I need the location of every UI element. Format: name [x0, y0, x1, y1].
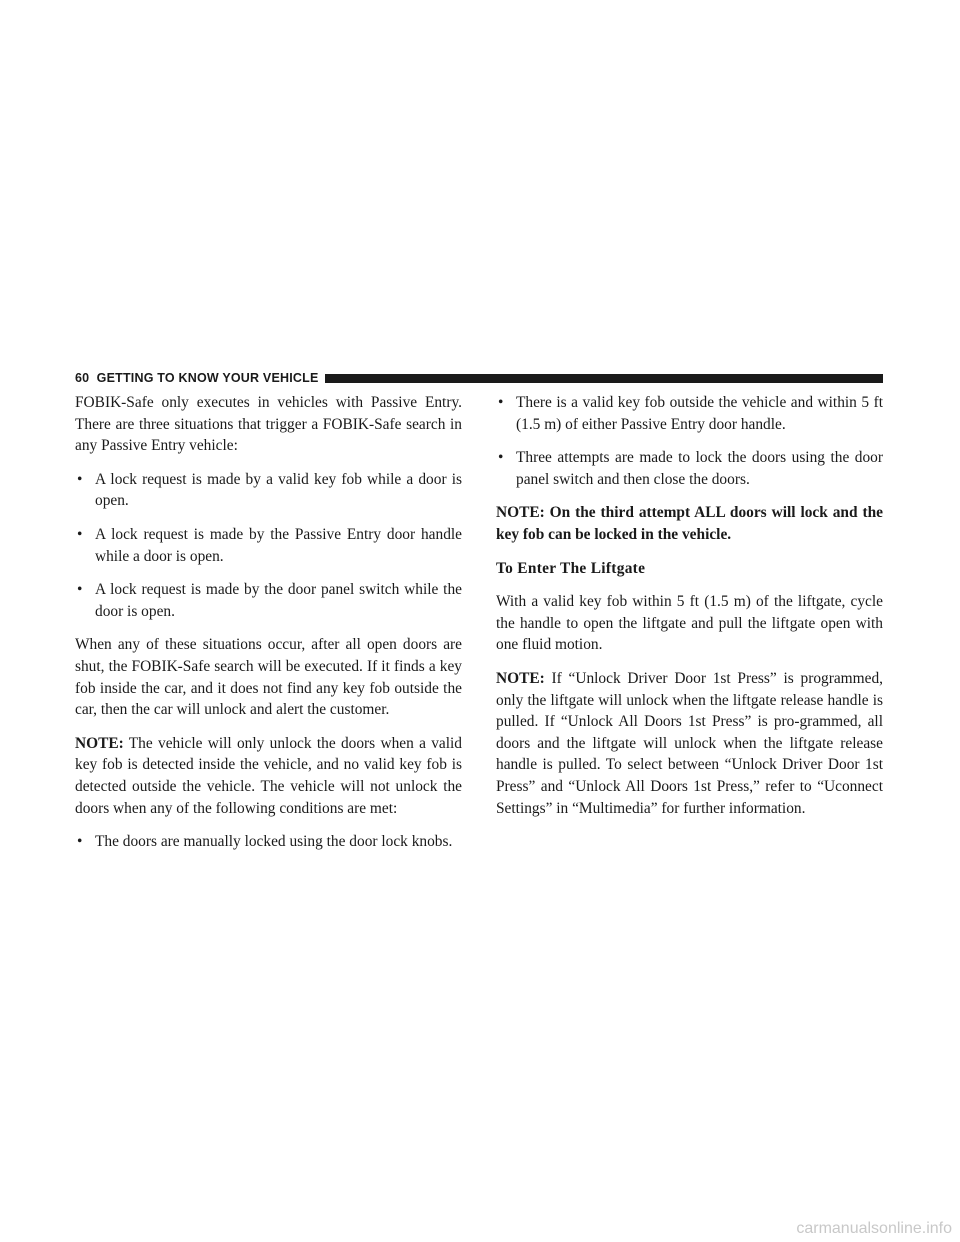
note-text: The vehicle will only unlock the doors when a valid key fob is detected inside the vehicle, and no valid key fob is detected outside the vehicle. The vehicle will not unlock the doors when any of the following conditions are met:	[75, 734, 462, 817]
header-rule	[325, 374, 884, 383]
bullet-icon: •	[77, 581, 83, 599]
section-heading: To Enter The Liftgate	[496, 559, 646, 577]
list-item: • The doors are manually locked using the door lock knobs.	[75, 831, 462, 853]
list-item: • There is a valid key fob outside the vehicle and within 5 ft (1.5 m) of either Passive Entry door handle.	[498, 394, 883, 433]
page-header-text	[75, 371, 319, 385]
bullet-icon: •	[498, 394, 504, 411]
search-paragraph: When any of these situations occur, after all open doors are shut, the FOBIK-Safe search will be executed. If it finds a key fob inside the car, and it does not find any key fob outside the car, then the car will unlock and alert the customer.	[75, 636, 462, 719]
note-text: If “Unlock Driver Door 1st Press” is programmed, only the liftgate will unlock when the liftgate release handle is pulled. If “Unlock All Doors 1st Press” is pro-grammed, all doors and the liftgate will unlock when the liftgate release handle is pulled. To select between “Unlock Driver Door 1st Press” and “Unlock All Doors 1st Press,” refer to “Uconnect Settings” in “Multimedia” for further information.	[496, 669, 883, 817]
list-item: • A lock request is made by the Passive Entry door handle while a door is open.	[77, 525, 462, 565]
bullet-icon: •	[77, 470, 83, 488]
right-column	[496, 392, 883, 831]
page-header	[75, 370, 883, 386]
list-item: • A lock request is made by the door panel switch while the door is open.	[77, 581, 462, 620]
note-label: NOTE:	[496, 669, 545, 687]
bold-note: NOTE: On the third attempt ALL doors will lock and the key fob can be locked in the vehicle.	[496, 504, 883, 543]
bullet-icon: •	[77, 833, 83, 851]
page-number: 60	[75, 371, 90, 385]
list-item: • A lock request is made by a valid key fob while a door is open.	[77, 470, 462, 510]
liftgate-note-paragraph	[496, 668, 883, 819]
watermark: carmanualsonline.info	[796, 1220, 952, 1237]
section-title: GETTING TO KNOW YOUR VEHICLE	[96, 371, 319, 385]
bullet-icon: •	[77, 525, 83, 543]
bullet-icon: •	[498, 449, 504, 467]
liftgate-paragraph: With a valid key fob within 5 ft (1.5 m) of the liftgate, cycle the handle to open the liftgate and pull the liftgate open with one fluid motion.	[496, 593, 883, 654]
left-column	[75, 392, 462, 865]
intro-paragraph: FOBIK-Safe only executes in vehicles with Passive Entry. There are three situations that trigger a FOBIK-Safe search in any Passive Entry vehicle:	[75, 394, 462, 455]
note-label: NOTE:	[75, 734, 124, 752]
note-paragraph	[75, 733, 462, 819]
list-item: • Three attempts are made to lock the doors using the door panel switch and then close the doors.	[498, 449, 883, 488]
